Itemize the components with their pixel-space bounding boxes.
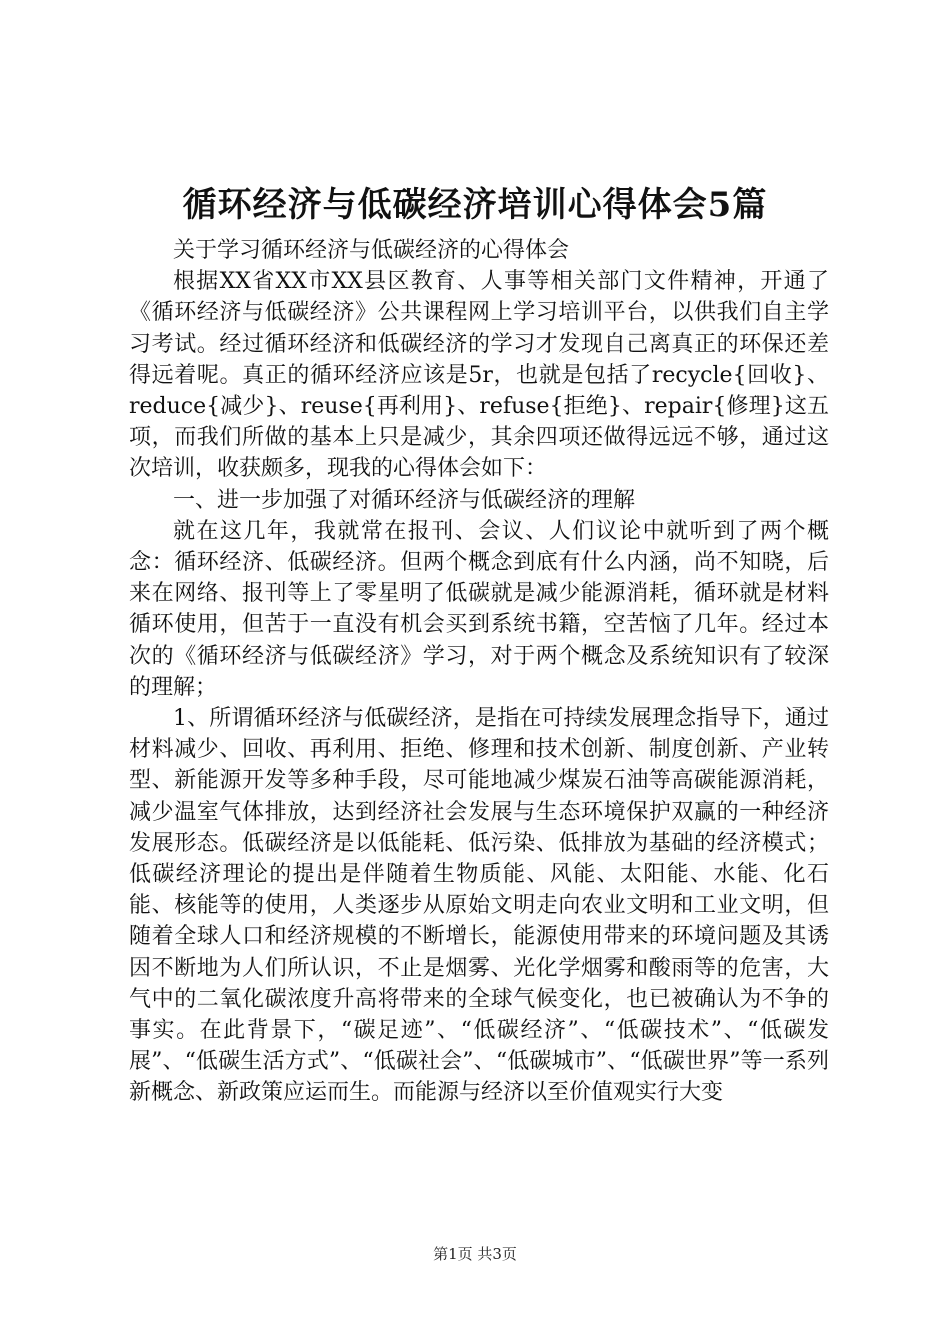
- section-heading: 一、进一步加强了对循环经济与低碳经济的理解: [173, 487, 636, 513]
- page-number-footer: 第1页 共3页: [433, 1245, 517, 1263]
- document-title: 循环经济与低碳经济培训心得体会5篇: [182, 185, 768, 225]
- document-body: [129, 235, 829, 1109]
- subtitle-paragraph: 关于学习循环经济与低碳经济的心得体会: [173, 238, 570, 263]
- body-paragraph: 1、所谓循环经济与低碳经济，是指在可持续发展理念指导下，通过材料减少、回收、再利用、拒绝、修理和技术创新、制度创新、产业转型、新能源开发等多种手段，尽可能地减少煤炭石油等高碳能源消耗，减少温室气体排放，达到经济社会发展与生态环境保护双赢的一种经济发展形态。低碳经济是以低能耗、低污染、低排放为基础的经济模式；低碳经济理论的提出是伴随着生物质能、风能、太阳能、水能、化石能、核能等的使用，人类逐步从原始文明走向农业文明和工业文明，但随着全球人口和经济规模的不断增长，能源使用带来的环境问题及其诱因不断地为人们所认识，不止是烟雾、光化学烟雾和酸雨等的危害，大气中的二氧化碳浓度升高将带来的全球气候变化，也已被确认为不争的事实。在此背景下，“碳足迹”、“低碳经济”、“低碳技术”、“低碳发展”、“低碳生活方式”、“低碳社会”、“低碳城市”、“低碳世界”等一系列新概念、新政策应运而生。而能源与经济以至价值观实行大变: [129, 706, 829, 1106]
- body-paragraph: 就在这几年，我就常在报刊、会议、人们议论中就听到了两个概念：循环经济、低碳经济。但两个概念到底有什么内涵，尚不知晓，后来在网络、报刊等上了零星明了低碳就是减少能源消耗，循环就是材料循环使用，但苦于一直没有机会买到系统书籍，空苦恼了几年。经过本次的《循环经济与低碳经济》学习，对于两个概念及系统知识有了较深的理解；: [129, 518, 829, 700]
- intro-paragraph: 根据XX省XX市XX县区教育、人事等相关部门文件精神，开通了《循环经济与低碳经济》公共课程网上学习培训平台，以供我们自主学习考试。经过循环经济和低碳经济的学习才发现自己离真正的环保还差得远着呢。真正的循环经济应该是5r，也就是包括了recycle{回收}、reduce{减少}、reuse{再利用}、refuse{拒绝}、repair{修理}这五项，而我们所做的基本上只是减少，其余四项还做得远远不够，通过这次培训，收获颇多，现我的心得体会如下：: [129, 269, 829, 482]
